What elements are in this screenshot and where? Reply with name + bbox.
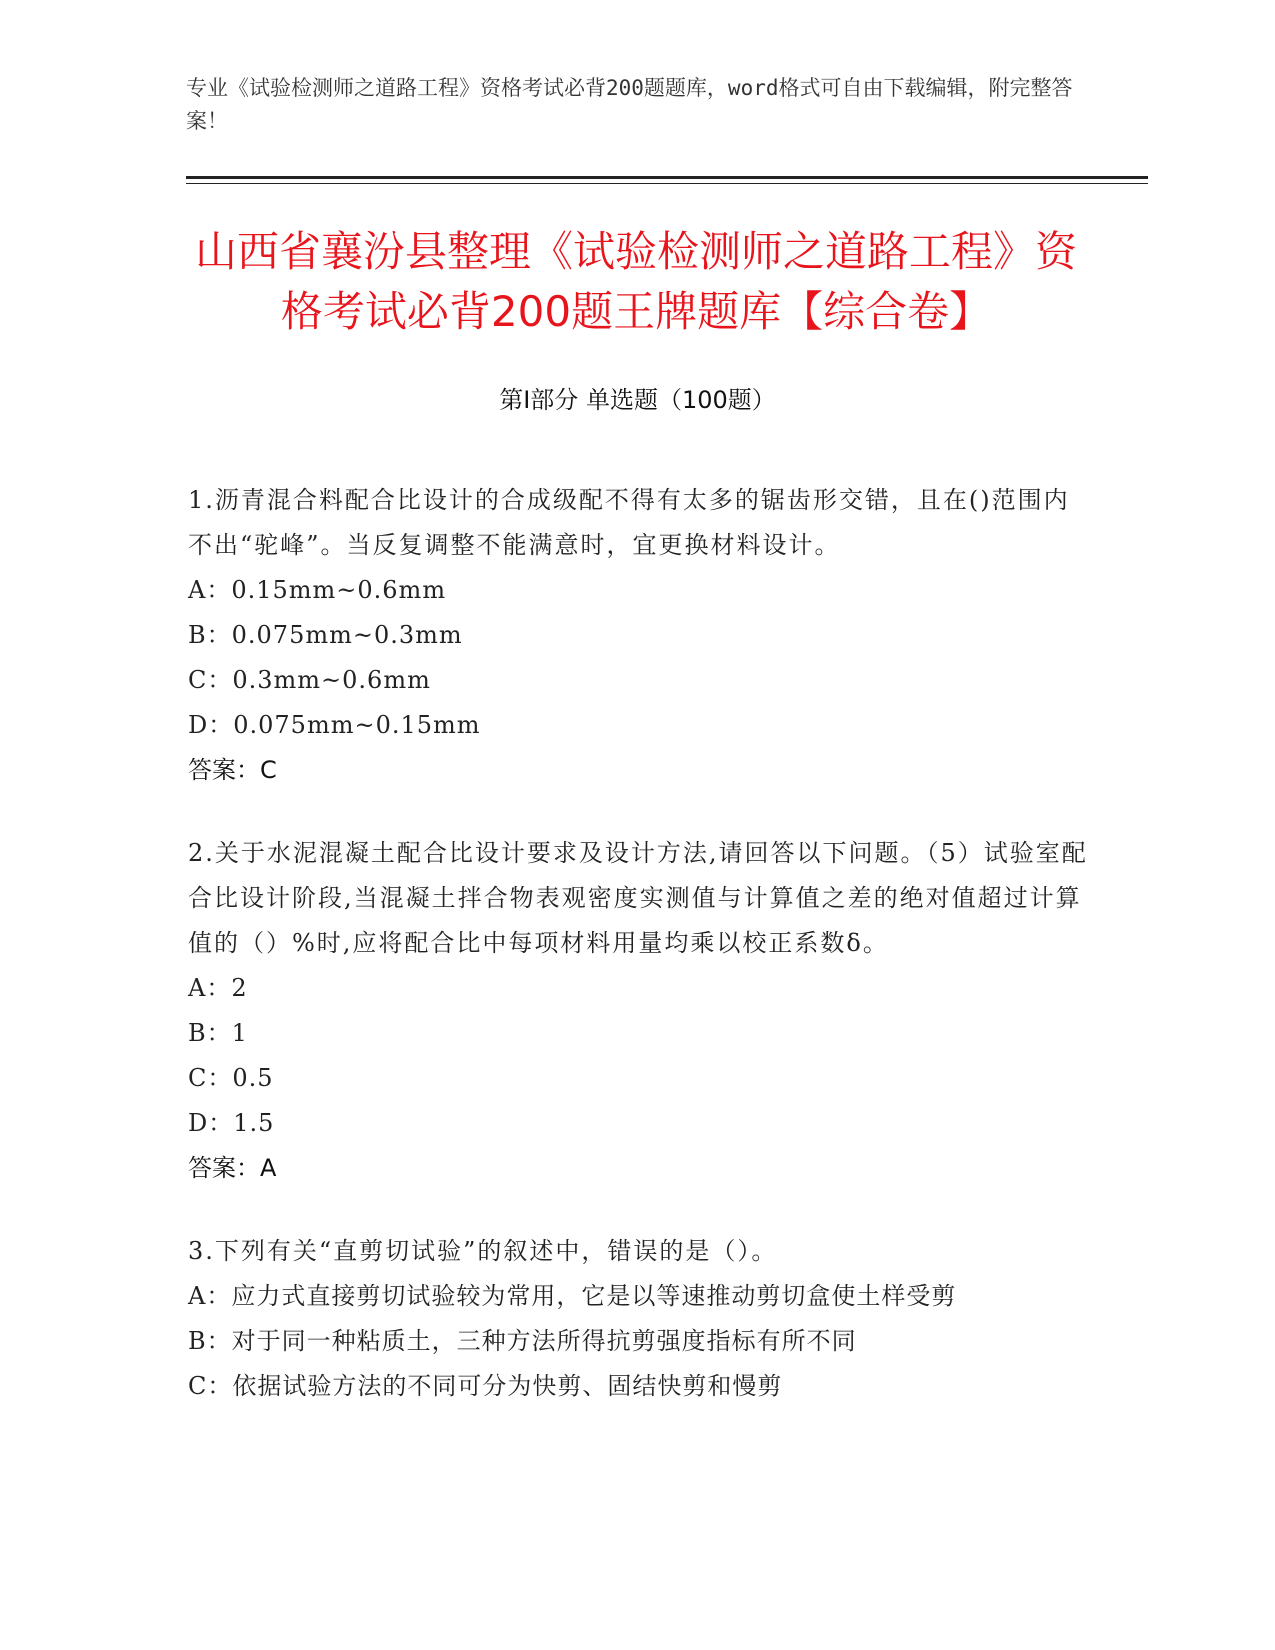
option-b: B：1: [188, 1019, 248, 1047]
answer: 答案：A: [188, 1154, 277, 1182]
section-title: 第I部分 单选题（100题）: [499, 386, 776, 414]
option-d: D：0.075mm~0.15mm: [188, 711, 481, 739]
header-note: 专业《试验检测师之道路工程》资格考试必背200题题库，word格式可自由下载编辑，附完整答案！: [186, 76, 1073, 133]
document-title: 山西省襄汾县整理《试验检测师之道路工程》资格考试必背200题王牌题库【综合卷】: [194, 227, 1077, 336]
option-a: A：应力式直接剪切试验较为常用，它是以等速推动剪切盒使土样受剪: [188, 1282, 957, 1310]
option-b: B：对于同一种粘质土，三种方法所得抗剪强度指标有所不同: [188, 1327, 857, 1355]
option-b: B：0.075mm~0.3mm: [188, 621, 463, 649]
option-a: A：2: [188, 974, 248, 1002]
option-c: C：依据试验方法的不同可分为快剪、固结快剪和慢剪: [188, 1372, 783, 1400]
option-c: C：0.5: [188, 1064, 274, 1092]
question-3: [188, 1229, 1088, 1409]
question-1: [188, 478, 1088, 793]
question-2: [188, 831, 1088, 1191]
option-d: D：1.5: [188, 1109, 275, 1137]
option-c: C：0.3mm~0.6mm: [188, 666, 431, 694]
header-rule-thin: [186, 183, 1148, 184]
question-stem: 2.关于水泥混凝土配合比设计要求及设计方法,请回答以下问题。（5）试验室配合比设计阶段,当混凝土拌合物表观密度实测值与计算值之差的绝对值超过计算值的（）%时,应将配合比中每项材料用量均乘以校正系数δ。: [188, 839, 1088, 957]
question-stem: 3.下列有关“直剪切试验”的叙述中，错误的是（）。: [188, 1237, 778, 1265]
option-a: A：0.15mm~0.6mm: [188, 576, 447, 604]
question-list: [188, 478, 1088, 1447]
question-stem: 1.沥青混合料配合比设计的合成级配不得有太多的锯齿形交错，且在()范围内不出“驼峰”。当反复调整不能满意时，宜更换材料设计。: [188, 486, 1070, 559]
header-rule-thick: [186, 176, 1148, 179]
answer: 答案：C: [188, 756, 277, 784]
